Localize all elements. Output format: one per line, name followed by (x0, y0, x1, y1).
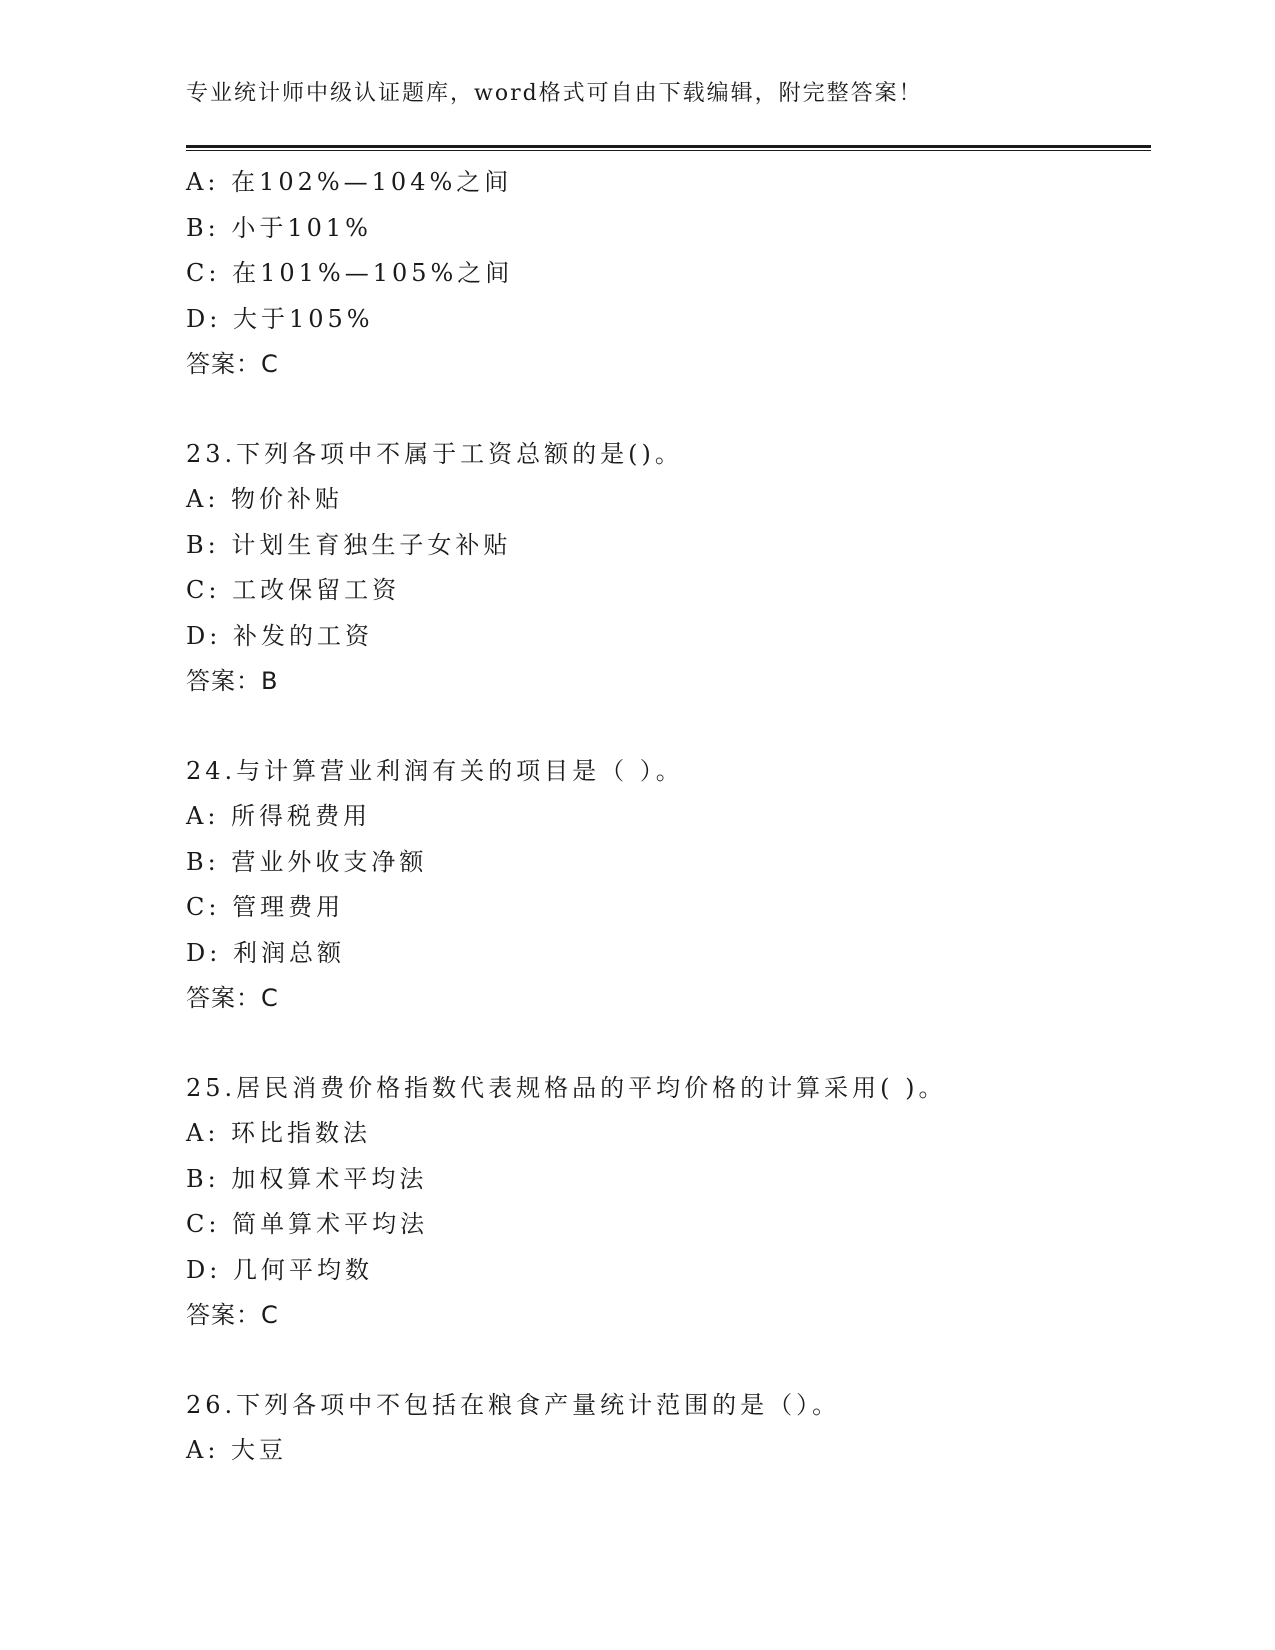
spacer (186, 1022, 1151, 1066)
question-text: 25.居民消费价格指数代表规格品的平均价格的计算采用( )。 (186, 1073, 947, 1102)
option-a: A: 所得税费用 (186, 802, 372, 830)
option-d: D: 大于105% (186, 304, 374, 333)
question-block-26 (186, 1383, 1151, 1474)
spacer (186, 705, 1151, 749)
option-d: D: 利润总额 (186, 938, 345, 967)
option-c: C: 工改保留工资 (186, 576, 401, 604)
question-block-22 (186, 160, 1151, 388)
answer: 答案：B (186, 667, 279, 695)
question-block-24 (186, 749, 1151, 1022)
answer: 答案：C (186, 984, 279, 1012)
option-d: D: 几何平均数 (186, 1255, 373, 1284)
page-header: 专业统计师中级认证题库，word格式可自由下载编辑，附完整答案！ (186, 81, 923, 106)
option-a: A: 在102%—104%之间 (186, 168, 513, 196)
question-text: 23.下列各项中不属于工资总额的是()。 (186, 439, 683, 468)
header-rule-thick (186, 145, 1151, 148)
header-rule-thin (186, 150, 1151, 151)
option-c: C: 管理费用 (186, 893, 345, 921)
question-block-23 (186, 432, 1151, 705)
option-a: A: 物价补贴 (186, 485, 344, 513)
option-b: B: 计划生育独生子女补贴 (186, 530, 512, 559)
option-b: B: 加权算术平均法 (186, 1164, 428, 1193)
option-b: B: 营业外收支净额 (186, 847, 428, 876)
option-b: B: 小于101% (186, 213, 372, 242)
question-list (186, 160, 1151, 1474)
option-a: A: 环比指数法 (186, 1119, 372, 1147)
option-c: C: 简单算术平均法 (186, 1210, 429, 1238)
question-text: 26.下列各项中不包括在粮食产量统计范围的是（）。 (186, 1390, 841, 1419)
option-d: D: 补发的工资 (186, 621, 373, 650)
spacer (186, 1339, 1151, 1383)
option-c: C: 在101%—105%之间 (186, 259, 514, 287)
answer: 答案：C (186, 350, 279, 378)
spacer (186, 388, 1151, 432)
question-text: 24.与计算营业利润有关的项目是（ ）。 (186, 756, 684, 785)
answer: 答案：C (186, 1301, 279, 1329)
option-a: A: 大豆 (186, 1436, 288, 1464)
question-block-25 (186, 1066, 1151, 1339)
